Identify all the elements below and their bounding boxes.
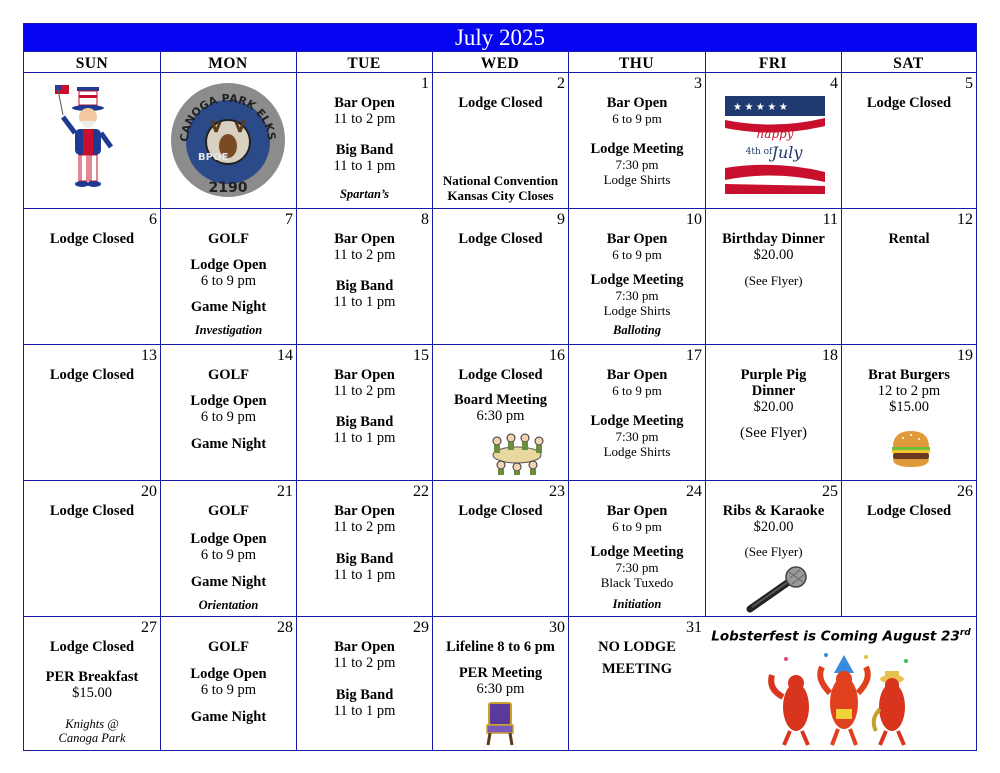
- event-title: GOLF: [207, 367, 250, 383]
- day-cell: [706, 481, 841, 616]
- event-time: 11 to 1 pm: [333, 158, 396, 174]
- event-note: Lodge Shirts: [603, 303, 671, 318]
- day-number: 8: [421, 211, 429, 228]
- event-title: Big Band: [335, 142, 394, 158]
- month-title: July 2025: [24, 24, 976, 51]
- svg-text:4th of: 4th of: [745, 147, 773, 157]
- event-time: 11 to 1 pm: [333, 430, 396, 446]
- day-header-fri: FRI: [705, 51, 841, 72]
- event-title: Lodge Meeting: [590, 272, 684, 288]
- day-cell: [433, 617, 568, 751]
- event-title: Big Band: [335, 551, 394, 567]
- event-title: Lodge Open: [190, 531, 267, 547]
- calendar: [23, 23, 977, 751]
- day-cell: [433, 73, 568, 208]
- event-time: 11 to 2 pm: [333, 111, 396, 127]
- event-title: Bar Open: [334, 231, 395, 247]
- event-note: Lodge Shirts: [603, 444, 671, 459]
- svg-text:July: July: [771, 143, 803, 162]
- uncle-sam-image: [49, 81, 129, 199]
- day-cell: [842, 73, 976, 208]
- day-cell: [433, 345, 568, 480]
- event-time: 11 to 2 pm: [333, 383, 396, 399]
- event-title: NO LODGE: [598, 639, 676, 655]
- purple-chair-image: [483, 701, 517, 747]
- event-title: Lifeline 8 to 6 pm: [446, 639, 555, 655]
- event-title: Lodge Meeting: [590, 544, 684, 560]
- event-price: $20.00: [753, 399, 794, 415]
- event-title: Big Band: [335, 687, 394, 703]
- day-header-mon: MON: [160, 51, 296, 72]
- event-time: 12 to 2 pm: [877, 383, 941, 399]
- day-cell: [24, 617, 160, 751]
- day-number: 24: [686, 483, 702, 500]
- event-time: 6 to 9 pm: [612, 519, 662, 534]
- day-number: 28: [277, 619, 293, 636]
- lobster-party-image: [766, 649, 922, 747]
- event-note: Balloting: [613, 323, 661, 337]
- event-price: $15.00: [72, 685, 112, 701]
- board-meeting-image: [485, 431, 549, 475]
- day-cell: [706, 345, 841, 480]
- event-time: 11 to 2 pm: [333, 655, 396, 671]
- day-cell: [706, 73, 841, 208]
- event-title: Bar Open: [606, 95, 668, 111]
- event-title: Board Meeting: [453, 392, 548, 408]
- day-number: 17: [686, 347, 702, 364]
- day-cell: [569, 617, 705, 751]
- event-title: GOLF: [207, 503, 250, 519]
- day-number: 10: [686, 211, 702, 228]
- svg-text:★ ★ ★ ★ ★: ★ ★ ★ ★ ★: [733, 102, 788, 113]
- event-note: Knights @: [65, 717, 119, 731]
- day-number: 16: [549, 347, 565, 364]
- event-title: Rental: [888, 231, 930, 247]
- event-title: PER Breakfast: [45, 669, 139, 685]
- event-title: Birthday Dinner: [722, 231, 825, 247]
- event-time: 11 to 2 pm: [333, 519, 396, 535]
- day-cell: [842, 345, 976, 480]
- day-number: 3: [694, 75, 702, 92]
- event-note: (See Flyer): [739, 425, 808, 441]
- event-title: PER Meeting: [458, 665, 543, 681]
- event-note: Initiation: [612, 597, 662, 611]
- day-header-wed: WED: [432, 51, 568, 72]
- event-title: Lodge Closed: [458, 503, 543, 519]
- day-header-sat: SAT: [841, 51, 976, 72]
- day-cell-empty: [161, 73, 296, 208]
- day-cell: [161, 617, 296, 751]
- day-number: 7: [285, 211, 293, 228]
- event-note: (See Flyer): [744, 273, 803, 288]
- happy-4th-of-july-image: [725, 96, 825, 194]
- event-note: Black Tuxedo: [600, 575, 674, 590]
- day-number: 18: [822, 347, 838, 364]
- event-title: Big Band: [335, 414, 394, 430]
- event-time: 6 to 9 pm: [612, 247, 662, 262]
- event-title: GOLF: [207, 639, 250, 655]
- day-cell: [297, 617, 432, 751]
- day-cell: [842, 481, 976, 616]
- event-time: 6 to 9 pm: [200, 682, 257, 698]
- lobsterfest-banner: [706, 617, 976, 751]
- day-cell: [569, 345, 705, 480]
- event-title: Bar Open: [606, 367, 668, 383]
- event-time: 11 to 1 pm: [333, 703, 396, 719]
- event-note: Spartan’s: [339, 187, 390, 201]
- day-number: 4: [830, 75, 838, 92]
- day-cell: [24, 209, 160, 344]
- day-number: 6: [149, 211, 157, 228]
- event-title: Lodge Closed: [866, 95, 952, 111]
- day-number: 31: [686, 619, 702, 636]
- day-number: 15: [413, 347, 429, 364]
- event-title: Lodge Closed: [458, 367, 543, 383]
- event-time: 7:30 pm: [615, 560, 659, 575]
- event-price: $20.00: [753, 519, 794, 535]
- event-title: Purple Pig: [740, 367, 807, 383]
- day-cell: [24, 481, 160, 616]
- event-title: Game Night: [190, 299, 267, 315]
- event-note: Orientation: [198, 598, 259, 612]
- event-title: Bar Open: [334, 503, 395, 519]
- day-number: 13: [141, 347, 157, 364]
- day-number: 11: [822, 211, 838, 228]
- day-number: 22: [413, 483, 429, 500]
- event-time: 11 to 1 pm: [333, 567, 396, 583]
- event-title: Bar Open: [606, 503, 668, 519]
- event-title: Lodge Meeting: [590, 141, 684, 157]
- day-cell: [569, 73, 705, 208]
- event-note: Canoga Park: [58, 731, 126, 745]
- day-cell: [161, 481, 296, 616]
- event-title: MEETING: [601, 661, 673, 677]
- day-cell: [433, 481, 568, 616]
- event-note: Kansas City Closes: [447, 188, 554, 203]
- event-title: Game Night: [190, 709, 267, 725]
- day-cell: [297, 73, 432, 208]
- day-cell: [161, 209, 296, 344]
- event-time: 6 to 9 pm: [200, 409, 257, 425]
- event-time: 6 to 9 pm: [612, 111, 662, 126]
- canoga-park-elks-logo: [168, 80, 288, 200]
- day-number: 20: [141, 483, 157, 500]
- hamburger-image: [889, 429, 933, 469]
- event-title: Lodge Open: [190, 666, 267, 682]
- day-header-tue: TUE: [296, 51, 432, 72]
- lobsterfest-text: Lobsterfest is Coming August 23rd: [711, 628, 971, 645]
- event-title: Lodge Closed: [49, 639, 135, 655]
- day-cell-empty: [24, 73, 160, 208]
- day-cell: [297, 209, 432, 344]
- day-header-sun: SUN: [24, 51, 160, 72]
- day-number: 14: [277, 347, 293, 364]
- day-number: 12: [957, 211, 973, 228]
- day-number: 19: [957, 347, 973, 364]
- event-time: 6:30 pm: [476, 408, 525, 424]
- event-note: National Convention: [442, 173, 559, 188]
- event-title: Bar Open: [334, 639, 395, 655]
- day-cell: [706, 209, 841, 344]
- event-title: Ribs & Karaoke: [722, 503, 825, 519]
- day-number: 30: [549, 619, 565, 636]
- event-title: Lodge Closed: [458, 95, 543, 111]
- event-time: 6 to 9 pm: [200, 547, 257, 563]
- event-time: 11 to 1 pm: [333, 294, 396, 310]
- event-title: Lodge Closed: [458, 231, 543, 247]
- event-time: 7:30 pm: [615, 429, 659, 444]
- event-title: Big Band: [335, 278, 394, 294]
- day-number: 29: [413, 619, 429, 636]
- event-title: Game Night: [190, 436, 267, 452]
- event-title: Bar Open: [334, 95, 395, 111]
- day-number: 21: [277, 483, 293, 500]
- event-time: 7:30 pm: [615, 288, 659, 303]
- svg-text:2190: 2190: [208, 180, 248, 196]
- day-number: 26: [957, 483, 973, 500]
- event-title: Bar Open: [606, 231, 668, 247]
- svg-text:happy: happy: [756, 127, 794, 141]
- event-time: 6 to 9 pm: [200, 273, 257, 289]
- event-title: Lodge Closed: [866, 503, 952, 519]
- day-cell: [297, 345, 432, 480]
- day-cell: [297, 481, 432, 616]
- day-cell: [569, 209, 705, 344]
- event-title: Lodge Meeting: [590, 413, 684, 429]
- day-cell: [24, 345, 160, 480]
- event-price: $15.00: [889, 399, 929, 415]
- event-title: Game Night: [190, 574, 267, 590]
- event-note: Lodge Shirts: [603, 172, 671, 187]
- day-cell: [161, 345, 296, 480]
- day-cell: [569, 481, 705, 616]
- day-header-thu: THU: [568, 51, 705, 72]
- day-number: 23: [549, 483, 565, 500]
- day-cell: [842, 209, 976, 344]
- event-title: Lodge Closed: [49, 231, 135, 247]
- day-number: 2: [557, 75, 565, 92]
- day-number: 1: [421, 75, 429, 92]
- event-title: Dinner: [751, 383, 796, 399]
- microphone-image: [744, 565, 810, 615]
- event-time: 6:30 pm: [476, 681, 525, 697]
- event-time: 6 to 9 pm: [612, 383, 662, 398]
- svg-text:CANOGA PARK ELKS: CANOGA PARK ELKS: [177, 91, 279, 143]
- event-title: Bar Open: [334, 367, 395, 383]
- day-cell: [433, 209, 568, 344]
- event-time: 11 to 2 pm: [333, 247, 396, 263]
- event-title: Lodge Open: [190, 393, 267, 409]
- event-price: $20.00: [753, 247, 794, 263]
- day-number: 9: [557, 211, 565, 228]
- svg-text:BPOE: BPOE: [198, 152, 229, 163]
- event-time: 7:30 pm: [615, 157, 659, 172]
- event-title: Brat Burgers: [868, 367, 950, 383]
- event-title: Lodge Closed: [49, 367, 135, 383]
- day-number: 5: [965, 75, 973, 92]
- event-title: GOLF: [207, 231, 250, 247]
- event-note: (See Flyer): [744, 544, 803, 559]
- event-note: Investigation: [194, 323, 263, 337]
- event-title: Lodge Open: [190, 257, 267, 273]
- event-title: Lodge Closed: [49, 503, 135, 519]
- day-number: 27: [141, 619, 157, 636]
- day-number: 25: [822, 483, 838, 500]
